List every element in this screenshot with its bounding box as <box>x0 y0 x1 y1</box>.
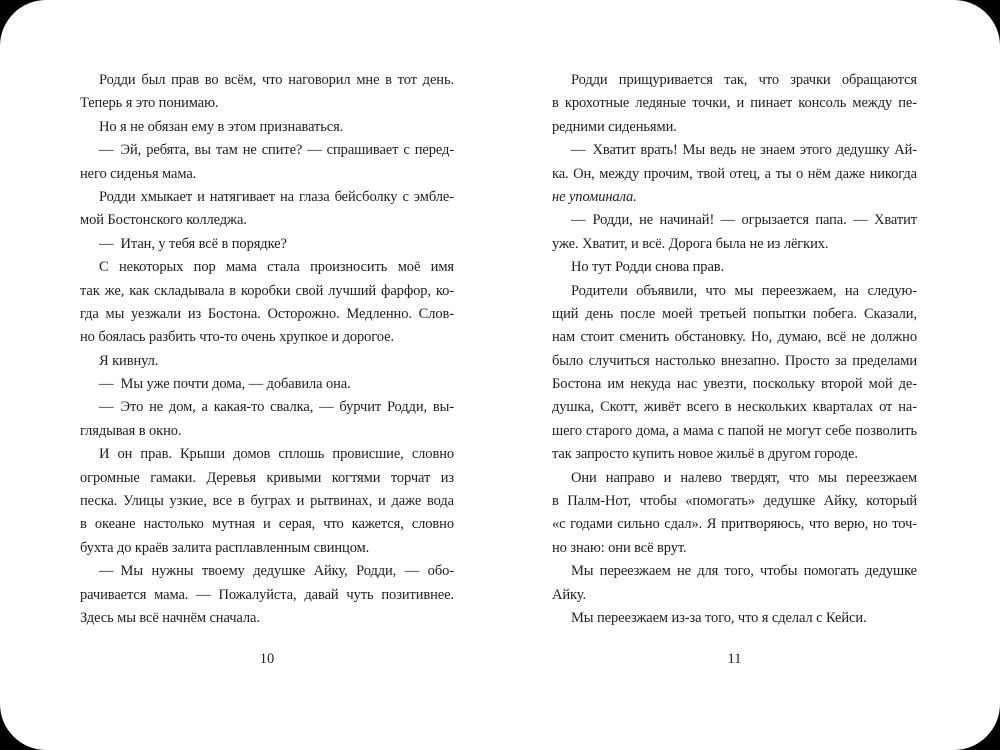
text-line: — Эй, ребята, вы там не спите? — спрашивает с перед- <box>99 142 454 159</box>
text-line: в крохотные ледяные точки, и пинает консоль между пе- <box>552 95 917 112</box>
text-line: — Хватит врать! Мы ведь не знаем этого дедушку Ай- <box>571 142 917 159</box>
text-line: Родители объявили, что мы переезжаем, на следую- <box>571 282 917 299</box>
text-line: уже. Хватит, и всё. Дорога была не из лёгких. <box>552 235 829 252</box>
text-line: бухта до краёв залита расплавленным свинцом. <box>80 539 370 556</box>
text-line: но знаю: они всё врут. <box>552 539 687 556</box>
text-line: Родди хмыкает и натягивает на глаза бейсболку с эмбле- <box>99 188 454 205</box>
text-line: Здесь мы всё начнём сначала. <box>80 609 260 626</box>
text-line: Айку. <box>552 586 586 603</box>
text-line: нам стоит сменить обстановку. Но, думаю, всё не должно <box>552 329 917 346</box>
text-line: было случиться настолько внезапно. Просто за пределами <box>552 352 917 369</box>
text-line: Но я не обязан ему в этом признаваться. <box>99 118 344 135</box>
text-line: в океане настолько мутная и серая, что кажется, словно <box>80 516 454 533</box>
left-page-number: 10 <box>259 651 275 667</box>
text-line: — Родди, не начинай! — огрызается папа. — Хватит <box>571 212 917 229</box>
text-line: Мы переезжаем из-за того, что я сделал с Кейси. <box>571 609 867 626</box>
text-line: так же, как складывала в коробки свой лучший фарфор, ко- <box>80 282 454 299</box>
text-line: Родди прищуривается так, что зрачки обращаются <box>571 72 917 88</box>
text-line: Бостона им некуда нас увезти, поскольку второй мой де- <box>552 376 917 393</box>
text-line: рачивается мама. — Пожалуйста, давай чуть позитивнее. <box>80 586 454 603</box>
text-line: мой Бостонского колледжа. <box>80 212 247 229</box>
text-line: щий день после моей третьей попытки побега. Сказали, <box>552 305 917 322</box>
text-line: шего старого дома, а мама с папой не могут себе позволить <box>552 422 917 439</box>
text-line: — Это не дом, а какая-то свалка, — бурчит Родди, вы- <box>99 399 454 416</box>
text-line: так запросто купить новое жильё в другом городе. <box>552 446 858 463</box>
right-page-number: 11 <box>727 651 742 667</box>
text-line: — Итан, у тебя всё в порядке? <box>99 235 287 252</box>
text-line: И он прав. Крыши домов сплошь провисшие, словно <box>99 446 454 463</box>
text-line: Они направо и налево твердят, что мы переезжаем <box>571 469 917 486</box>
text-line: — Мы нужны твоему дедушке Айку, Родди, — обо- <box>99 563 454 580</box>
text-line: Я кивнул. <box>99 352 159 369</box>
text-line: душка, Скотт, живёт всего в нескольких кварталах от на- <box>552 399 917 416</box>
text-line: ка. Он, между прочим, твой отец, а ты о нём даже никогда <box>552 165 917 182</box>
text-line: огромные гамаки. Деревья кривыми когтями торчат из <box>80 469 454 486</box>
text-line: но боялась разбить что-то очень хрупкое и дорогое. <box>80 329 394 346</box>
text-line: в Палм-Нот, чтобы «помогать» дедушке Айку, который <box>552 493 917 510</box>
right-page-text <box>552 69 917 630</box>
text-line: «с годами сильно сдал». Я притворяюсь, что верю, но точ- <box>552 516 917 533</box>
text-line: С некоторых пор мама стала произносить моё имя <box>99 259 454 276</box>
text-line: Но тут Родди снова прав. <box>571 259 725 276</box>
text-line: не упоминала. <box>552 188 637 205</box>
text-line: него сиденья мама. <box>80 165 197 182</box>
text-line: песка. Улицы узкие, все в буграх и рытвинах, и даже вода <box>80 493 454 510</box>
text-line: Теперь я это понимаю. <box>80 95 219 112</box>
text-line: — Мы уже почти дома, — добавила она. <box>99 376 351 393</box>
text-line: глядывая в окно. <box>80 422 182 439</box>
left-page-text <box>80 69 454 630</box>
text-line: Мы переезжаем не для того, чтобы помогать дедушке <box>571 563 917 580</box>
text-line: редними сиденьями. <box>552 118 677 135</box>
text-line: Родди был прав во всём, что наговорил мне в тот день. <box>99 72 454 88</box>
text-line: гда мы уезжали из Бостона. Осторожно. Медленно. Слов- <box>80 305 454 322</box>
